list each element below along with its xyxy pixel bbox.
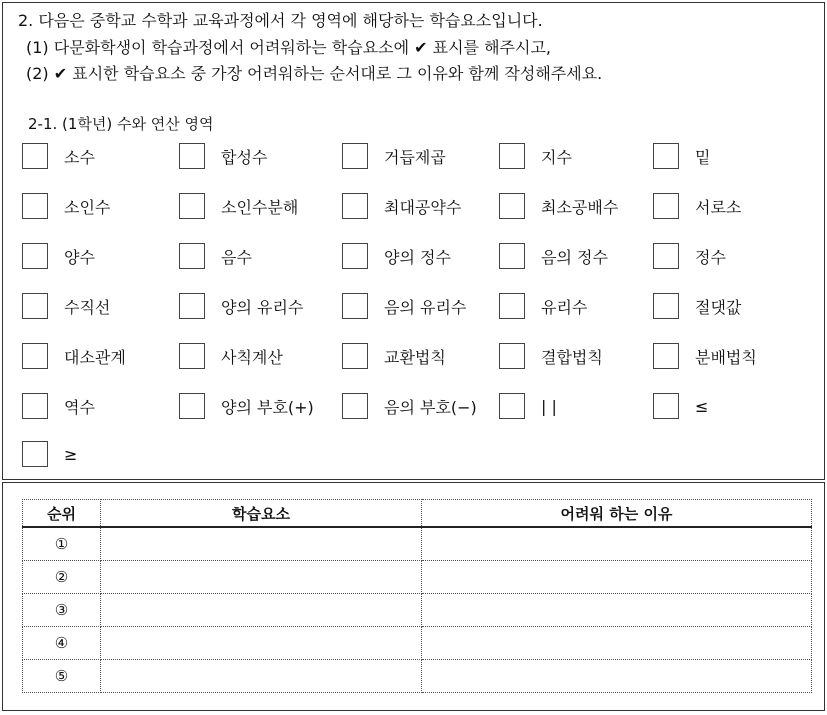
checkbox-item xyxy=(179,392,314,420)
checkbox-label: ≤ xyxy=(695,396,709,416)
question-line-2: (1) 다문화학생이 학습과정에서 어려워하는 학습요소에 ✔ 표시를 해주시고, xyxy=(26,38,551,57)
checkbox-label: 양의 부호(+) xyxy=(221,397,314,417)
reason-input-cell[interactable] xyxy=(422,561,812,594)
checkbox[interactable] xyxy=(22,243,48,269)
checkbox-item xyxy=(499,292,587,320)
checkbox-label: 정수 xyxy=(695,247,726,267)
checkbox-item xyxy=(499,342,603,370)
checkbox-item xyxy=(499,192,618,220)
checkbox-label: 양의 정수 xyxy=(384,247,451,267)
checkbox-label: 최소공배수 xyxy=(541,197,619,217)
checkbox-label: 역수 xyxy=(64,397,95,417)
checkbox-label: 음수 xyxy=(221,247,252,267)
checkbox[interactable] xyxy=(499,293,525,319)
question-line-3: (2) ✔ 표시한 학습요소 중 가장 어려워하는 순서대로 그 이유와 함께 작성해주세요. xyxy=(26,64,603,83)
checkbox[interactable] xyxy=(342,193,368,219)
table-header-row xyxy=(23,500,812,528)
checkbox-item xyxy=(653,292,741,320)
checkbox[interactable] xyxy=(653,193,679,219)
checkbox-label: 서로소 xyxy=(695,197,742,217)
checkbox-item xyxy=(22,142,95,170)
checkbox-item xyxy=(22,242,95,270)
element-input-cell[interactable] xyxy=(101,594,422,627)
element-input-cell[interactable] xyxy=(101,561,422,594)
column-header-rank: 순위 xyxy=(23,500,101,528)
reason-input-cell[interactable] xyxy=(422,660,812,693)
checkbox[interactable] xyxy=(179,293,205,319)
checkbox-item xyxy=(653,392,708,420)
checkbox[interactable] xyxy=(499,143,525,169)
checkbox-item xyxy=(22,192,110,220)
checkbox-item xyxy=(342,142,446,170)
checkbox-label: 음의 부호(−) xyxy=(384,397,477,417)
checkbox[interactable] xyxy=(179,343,205,369)
checkbox-item xyxy=(342,292,466,320)
checkbox-item xyxy=(499,242,608,270)
checkbox-item xyxy=(499,142,572,170)
element-input-cell[interactable] xyxy=(101,660,422,693)
checkbox[interactable] xyxy=(179,243,205,269)
checkbox[interactable] xyxy=(653,343,679,369)
checkbox-item xyxy=(653,142,710,170)
checkbox-item xyxy=(342,192,461,220)
checkbox[interactable] xyxy=(653,293,679,319)
checkbox[interactable] xyxy=(499,243,525,269)
checkbox-label: 대소관계 xyxy=(64,347,126,367)
checkbox-label: 밑 xyxy=(695,147,711,167)
checkbox[interactable] xyxy=(653,143,679,169)
ranking-table xyxy=(22,499,812,693)
rank-cell: ① xyxy=(23,527,101,561)
checkbox[interactable] xyxy=(342,343,368,369)
checkbox-item xyxy=(22,292,110,320)
checkbox[interactable] xyxy=(179,193,205,219)
checkbox[interactable] xyxy=(653,393,679,419)
column-header-element: 학습요소 xyxy=(101,500,422,528)
checkbox-label: 음의 유리수 xyxy=(384,297,467,317)
checkbox-label: 소인수분해 xyxy=(221,197,299,217)
checkbox-label: 음의 정수 xyxy=(541,247,608,267)
section-title: 2-1. (1학년) 수와 연산 영역 xyxy=(28,115,214,133)
checkbox-label: 양의 유리수 xyxy=(221,297,304,317)
checkbox[interactable] xyxy=(342,393,368,419)
reason-input-cell[interactable] xyxy=(422,627,812,660)
checkbox[interactable] xyxy=(499,193,525,219)
checkbox[interactable] xyxy=(22,193,48,219)
checkbox-item xyxy=(179,192,298,220)
rank-cell: ⑤ xyxy=(23,660,101,693)
rank-cell: ② xyxy=(23,561,101,594)
checkbox-label: 교환법칙 xyxy=(384,347,446,367)
checkbox[interactable] xyxy=(499,393,525,419)
checkbox[interactable] xyxy=(22,293,48,319)
checkbox-item xyxy=(22,342,126,370)
checkbox-label: 유리수 xyxy=(541,297,588,317)
checkbox-label: 최대공약수 xyxy=(384,197,462,217)
element-input-cell[interactable] xyxy=(101,627,422,660)
checkbox-item xyxy=(342,242,451,270)
checkbox[interactable] xyxy=(499,343,525,369)
checkbox[interactable] xyxy=(653,243,679,269)
reason-input-cell[interactable] xyxy=(422,594,812,627)
checkbox-label: 사칙계산 xyxy=(221,347,283,367)
checkbox-item xyxy=(653,192,741,220)
reason-input-cell[interactable] xyxy=(422,527,812,561)
checkbox-label: 소인수 xyxy=(64,197,111,217)
checkbox-label: 결합법칙 xyxy=(541,347,603,367)
column-header-reason: 어려워 하는 이유 xyxy=(422,500,812,528)
checkbox-item xyxy=(499,392,557,420)
checkbox-label: 수직선 xyxy=(64,297,111,317)
table-row xyxy=(23,561,812,594)
checkbox[interactable] xyxy=(342,243,368,269)
checkbox-label: 양수 xyxy=(64,247,95,267)
checkbox-label: 합성수 xyxy=(221,147,268,167)
checkbox-label: 절댓값 xyxy=(695,297,742,317)
table-row xyxy=(23,594,812,627)
checkbox-item xyxy=(179,292,303,320)
checkbox-label: | | xyxy=(541,396,557,416)
checkbox-label: 지수 xyxy=(541,147,572,167)
checkbox-label: 분배법칙 xyxy=(695,347,757,367)
element-input-cell[interactable] xyxy=(101,527,422,561)
checkbox-label: ≥ xyxy=(64,444,78,464)
checkbox-item xyxy=(22,392,95,420)
checkbox-label: 거듭제곱 xyxy=(384,147,446,167)
checkbox[interactable] xyxy=(22,393,48,419)
checkbox-item xyxy=(342,392,477,420)
table-row xyxy=(23,660,812,693)
checkbox[interactable] xyxy=(22,441,48,467)
checkbox-item xyxy=(342,342,446,370)
checkbox[interactable] xyxy=(342,143,368,169)
checkbox-item xyxy=(179,342,283,370)
checkbox-label: 소수 xyxy=(64,147,95,167)
table-row xyxy=(23,627,812,660)
checkbox-item xyxy=(22,440,77,468)
checkbox-item xyxy=(179,242,252,270)
rank-cell: ④ xyxy=(23,627,101,660)
checkbox[interactable] xyxy=(179,393,205,419)
checkbox-item xyxy=(653,342,757,370)
table-row xyxy=(23,527,812,561)
checkbox[interactable] xyxy=(22,343,48,369)
checkbox[interactable] xyxy=(179,143,205,169)
checkbox-item xyxy=(653,242,726,270)
checkbox[interactable] xyxy=(22,143,48,169)
question-line-1: 2. 다음은 중학교 수학과 교육과정에서 각 영역에 해당하는 학습요소입니다. xyxy=(18,11,543,30)
rank-cell: ③ xyxy=(23,594,101,627)
checkbox-item xyxy=(179,142,267,170)
checkbox[interactable] xyxy=(342,293,368,319)
